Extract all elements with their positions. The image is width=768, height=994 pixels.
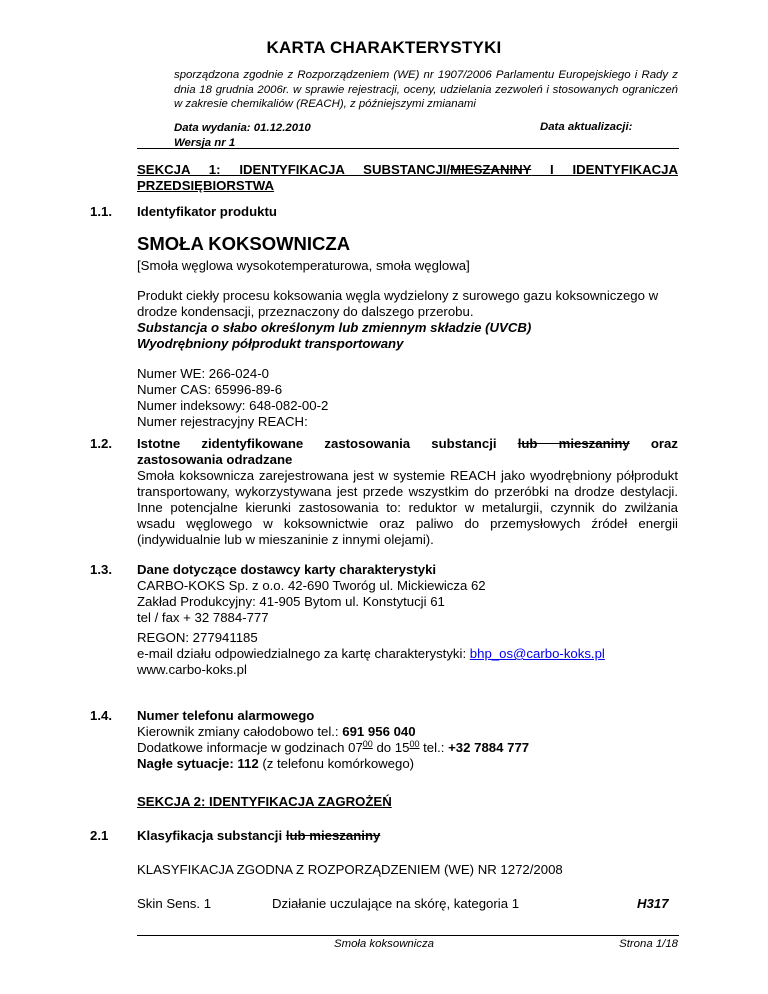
classification-code: Skin Sens. 1 (137, 896, 212, 911)
additional-info-phone: Dodatkowe informacje w godzinach $07^{00}$ do $15^{00}$ tel.: +32 7884 777 (137, 739, 530, 755)
intermediate-note: Wyodrębniony półprodukt transportowany (137, 336, 404, 351)
regon: REGON: 277941185 (137, 630, 258, 645)
section-title-1-2-line2: zastosowania odradzane (137, 452, 293, 467)
uvcb-note: Substancja o słabo określonym lub zmiennym składzie (UVCB) (137, 320, 532, 335)
ec-number: Numer WE: 266-024-0 (137, 366, 269, 381)
product-name: SMOŁA KOKSOWNICZA (137, 233, 351, 254)
issue-date: Data wydania: 01.12.2010 (174, 122, 311, 134)
emergency-number: Nagłe sytuacje: 112 (z telefonu komórkowego) (137, 756, 415, 771)
section-title-1-4: Numer telefonu alarmowego (137, 708, 315, 723)
email-line: e-mail działu odpowiedzialnego za kartę charakterystyki: bhp_os@carbo-koks.pl (137, 646, 605, 661)
supplier-plant: Zakład Produkcyjny: 41-905 Bytom ul. Konstytucji 61 (137, 594, 445, 609)
document-title: KARTA CHARAKTERYSTYKI (266, 38, 502, 57)
classification-heading: KLASYFIKACJA ZGODNA Z ROZPORZĄDZENIEM (WE) NR 1272/2008 (137, 862, 563, 877)
product-synonyms: [Smoła węglowa wysokotemperaturowa, smoła węglowa] (137, 258, 470, 273)
cas-number: Numer CAS: 65996-89-6 (137, 382, 283, 397)
website: www.carbo-koks.pl (137, 662, 247, 677)
section-number-1-2: 1.2. (90, 436, 112, 451)
section-number-2-1: 2.1 (90, 828, 109, 843)
supplier-contact (137, 630, 678, 678)
supplier-details (137, 578, 678, 626)
classification-description: Działanie uczulające na skórę, kategoria 1 (272, 896, 520, 911)
document-subtitle: sporządzona zgodnie z Rozporządzeniem (WE) nr 1907/2006 Parlamentu Europejskiego i Rady z dnia 18 grudnia 2006r. w sprawie rejestracji, oceny, udzielania zezwoleń i stosowanych ograniczeń w zakresie chemikaliów (REACH), z późniejszymi zmianami (174, 69, 678, 110)
update-date: Data aktualizacji: (540, 121, 633, 133)
uses-description: Smoła koksownicza zarejestrowana jest w systemie REACH jako wyodrębniony półprodukt transportowany, wykorzystywana jest przede wszystkim do przeróbki na drodze destylacji. Inne potencjalne kierunki zastosowania to: reduktor w metalurgii, czynnik do zwilżania wsadu węglowego w koksownictwie oraz paliwo do przemysłowych źródeł energii (indywidualnie lub w mieszaninie z innymi olejami). (137, 468, 678, 547)
section2-heading: SEKCJA 2: IDENTYFIKACJA ZAGROŻEŃ (137, 794, 392, 809)
section1-heading-line1: SEKCJA 1: IDENTYFIKACJA SUBSTANCJI/MIESZANINY I IDENTYFIKACJA (137, 162, 678, 177)
footer-product: Smoła koksownicza (333, 938, 435, 950)
hazard-statement-code: H317 (637, 896, 669, 911)
reach-number: Numer rejestracyjny REACH: (137, 414, 308, 429)
header-divider (137, 148, 679, 149)
issue-info (174, 121, 311, 150)
section-title-1-2: Istotne zidentyfikowane zastosowania substancji lub mieszaniny oraz (137, 436, 678, 451)
section-number-1-4: 1.4. (90, 708, 112, 723)
section-number-1-1: 1.1. (90, 204, 112, 219)
product-description: Produkt ciekły procesu koksowania węgla wydzielony z surowego gazu koksowniczego w drodze kondensacji, przeznaczony do dalszego przerobu. (137, 288, 659, 319)
section-title-1-3: Dane dotyczące dostawcy karty charakterystyki (137, 562, 437, 577)
email-link[interactable]: bhp_os@carbo-koks.pl (469, 646, 605, 661)
supplier-company: CARBO-KOKS Sp. z o.o. 42-690 Tworóg ul. Mickiewicza 62 (137, 578, 486, 593)
footer-divider (137, 935, 679, 936)
section-title-1-1: Identyfikator produktu (137, 204, 277, 219)
emergency-phones (137, 724, 678, 772)
section1-heading-line2: PRZEDSIĘBIORSTWA (137, 178, 275, 193)
section-title-2-1: Klasyfikacja substancji lub mieszaniny (137, 828, 381, 843)
shift-manager-phone: Kierownik zmiany całodobowo tel.: 691 956 040 (137, 724, 416, 739)
supplier-phone: tel / fax + 32 7884-777 (137, 610, 269, 625)
identifier-list (137, 366, 678, 430)
version: Wersja nr 1 (174, 136, 236, 149)
page-number: Strona 1/18 (619, 938, 678, 950)
section-number-1-3: 1.3. (90, 562, 112, 577)
index-number: Numer indeksowy: 648-082-00-2 (137, 398, 329, 413)
